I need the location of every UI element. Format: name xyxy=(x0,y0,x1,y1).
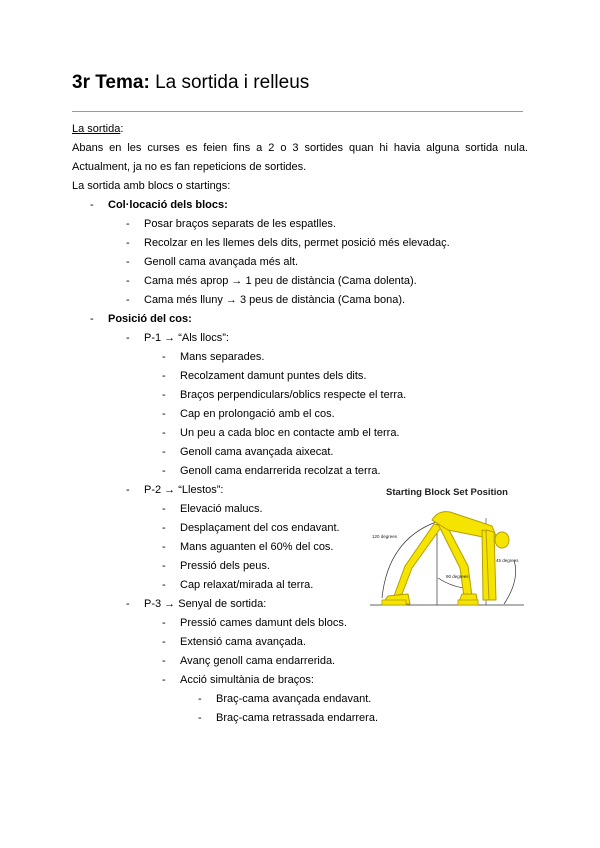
list-item: - Avanç genoll cama endarrerida. xyxy=(162,655,336,667)
list-item: - Genoll cama avançada més alt. xyxy=(126,256,299,268)
list-item: - Elevació malucs. xyxy=(162,503,263,515)
front-block xyxy=(458,600,478,605)
list-item: - Cap relaxat/mirada al terra. xyxy=(162,579,314,591)
list-item: - Braç-cama avançada endavant. xyxy=(198,693,372,705)
list-item: - Posar braços separats de les espatlles. xyxy=(126,218,336,230)
list-item: - Braç-cama retrassada endarrera. xyxy=(198,712,379,724)
list-item: - Genoll cama endarrerida recolzat a terra. xyxy=(162,465,381,477)
sprinter-body xyxy=(382,512,509,604)
angle-arc-45 xyxy=(504,560,516,604)
colocacio-heading-item: - Col·locació dels blocs: xyxy=(90,199,228,211)
list-item: - Cama més aprop → 1 peu de distància (Cama dolenta). xyxy=(126,275,417,287)
sprinter-illustration xyxy=(368,500,526,608)
figure-title: Starting Block Set Position xyxy=(386,487,508,498)
blocks-intro: La sortida amb blocs o startings: xyxy=(72,180,231,192)
angle-arc-90 xyxy=(438,578,464,588)
angle-label-120: 120 degrees xyxy=(372,534,398,539)
document-body xyxy=(72,120,528,728)
list-item: - Pressió cames damunt dels blocs. xyxy=(162,617,347,629)
posicio-heading-item: - Posició del cos: xyxy=(90,313,192,325)
rear-block xyxy=(382,600,406,605)
list-item: - Cama més lluny → 3 peus de distància (Cama bona). xyxy=(126,294,406,306)
intro-paragraph-line-1: Abans en les curses es feien fins a 2 o 3 sortides quan hi havia alguna sortida nula. xyxy=(72,142,528,154)
list-item: - Genoll cama avançada aixecat. xyxy=(162,446,334,458)
list-item: - Un peu a cada bloc en contacte amb el terra. xyxy=(162,427,400,439)
p2-label: - P-2 → “Llestos”: xyxy=(126,484,224,496)
list-item: - Cap en prolongació amb el cos. xyxy=(162,408,335,420)
p1-label: - P-1 → “Als llocs”: xyxy=(126,332,229,344)
title-divider xyxy=(72,111,523,112)
list-item: - Recolzament damunt puntes dels dits. xyxy=(162,370,367,382)
angle-label-45: 45 degrees xyxy=(496,558,519,563)
intro-paragraph-line-2: Actualment, ja no es fan repeticions de sortides. xyxy=(72,161,307,173)
list-item: - Acció simultània de braços: xyxy=(162,674,314,686)
starting-block-figure xyxy=(368,486,526,608)
p3-label: - P-3 → Senyal de sortida: xyxy=(126,598,267,610)
angle-label-90: 90 degrees xyxy=(446,574,469,579)
list-item: - Recolzar en les llemes dels dits, permet posició més elevadaç. xyxy=(126,237,450,249)
page-title: 3r Tema: La sortida i relleus xyxy=(72,72,310,93)
list-item: - Pressió dels peus. xyxy=(162,560,270,572)
section-heading-sortida: La sortida: xyxy=(72,123,124,135)
list-item: - Mans aguanten el 60% del cos. xyxy=(162,541,334,553)
list-item: - Desplaçament del cos endavant. xyxy=(162,522,340,534)
list-item: - Braços perpendiculars/oblics respecte el terra. xyxy=(162,389,407,401)
list-item: - Mans separades. xyxy=(162,351,265,363)
list-item: - Extensió cama avançada. xyxy=(162,636,306,648)
